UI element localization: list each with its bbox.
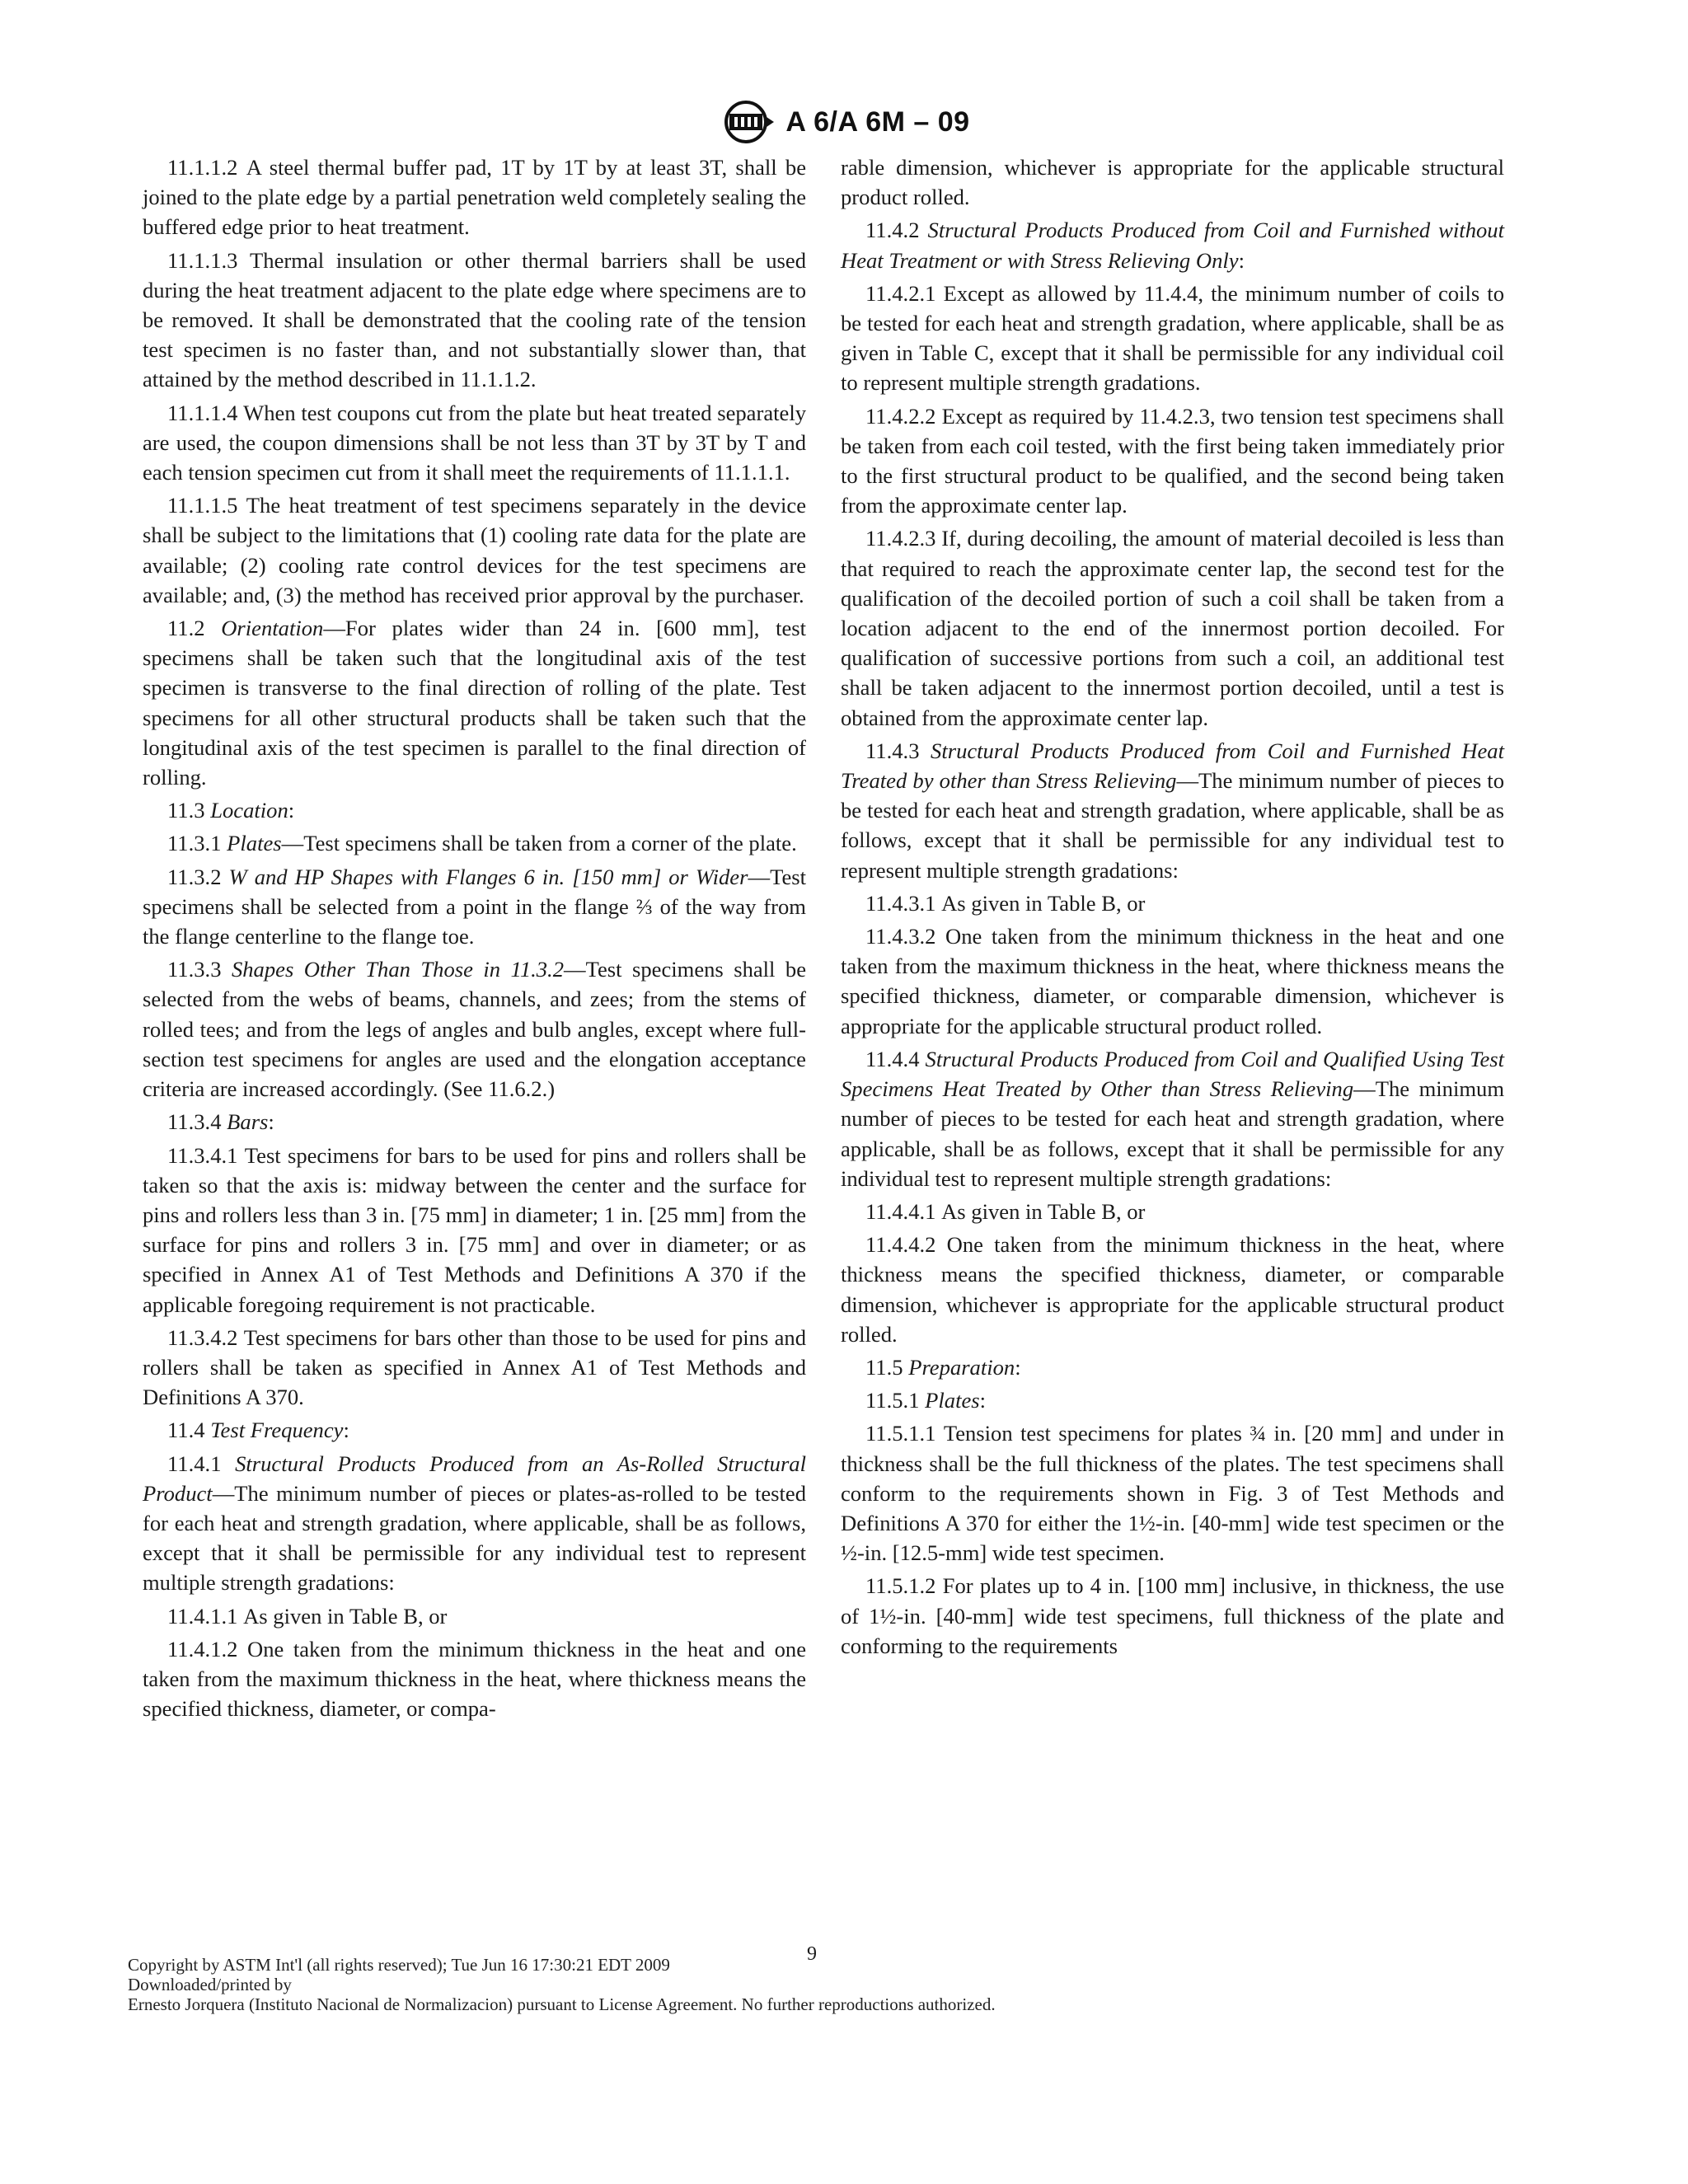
section-text: One taken from the minimum thickness in the heat and one taken from the maximum thickness in the heat, where thickness means the specified thickness, diameter, or compa- [143, 1636, 807, 1722]
section-title: W and HP Shapes with Flanges 6 in. [150 mm] or Wider [228, 864, 748, 889]
section-number: 11.5.1.2 [865, 1573, 943, 1599]
paragraph [143, 1601, 806, 1631]
section-title: Structural Products Produced from an As-Rolled Structural Product [143, 1451, 806, 1506]
section-number: 11.4.1.2 [167, 1636, 247, 1661]
section-number: 11.1.1.4 [167, 400, 244, 425]
section-text: : [343, 1418, 349, 1443]
paragraph [841, 279, 1504, 398]
section-number: 11.4 [167, 1418, 211, 1443]
section-number: 11.3.4.1 [167, 1142, 245, 1168]
section-number: 11.4.4.1 [865, 1198, 942, 1224]
paragraph [143, 1141, 806, 1319]
section-number: 11.4.1.1 [167, 1603, 244, 1629]
section-text: : [288, 798, 295, 823]
section-title: Shapes Other Than Those in 11.3.2 [231, 957, 565, 982]
paragraph [841, 736, 1504, 885]
section-title: Plates [925, 1388, 980, 1413]
footer-downloaded-line: Downloaded/printed by [128, 1975, 292, 1994]
section-text: As given in Table B, or [941, 890, 1146, 916]
section-text: —The minimum number of pieces or plates-as-rolled to be tested for each heat and strength gradation, where applicable, shall be as follows, except that it shall be permissible for any individual test to represent multiple strength gradations: [143, 1480, 806, 1596]
section-text: : [1015, 1354, 1021, 1380]
paragraph [143, 1449, 806, 1598]
section-number: 11.4.3.2 [865, 924, 945, 949]
section-text: —For plates wider than 24 in. [600 mm], test specimens shall be taken such that the longitudinal axis of the test specimen is transverse to the final direction of rolling of the plate. Test specimens for all other structural products shall be taken such that the longitudinal axis of the test specimen is parallel to the final direction of rolling. [143, 616, 806, 790]
paragraph [143, 398, 806, 488]
section-number: 11.4.2.2 [865, 403, 942, 429]
paragraph [143, 954, 806, 1104]
paragraph [143, 1415, 806, 1445]
section-text: Thermal insulation or other thermal barriers shall be used during the heat treatment adjacent to the plate edge where specimens are to be removed. It shall be demonstrated that the cooling rate of the tension test specimen is no faster than, and not substantially slower than, that attained by the method described in 11.1.1.2. [143, 247, 806, 392]
paragraph [143, 862, 806, 952]
section-text: —Test specimens shall be selected from a point in the flange ⅔ of the way from the flange centerline to the flange toe. [143, 864, 806, 949]
paragraph [841, 1197, 1504, 1226]
section-text: Except as required by 11.4.2.3, two tension test specimens shall be taken from each coil tested, with the first being taken immediately prior to the first structural product to be qualified, and the second being taken from the approximate center lap. [841, 403, 1504, 518]
paragraph [143, 1323, 806, 1413]
section-number: 11.4.4 [865, 1046, 926, 1071]
standard-designation: A 6/A 6M – 09 [785, 105, 970, 138]
paragraph [841, 1230, 1504, 1349]
paragraph [143, 795, 806, 825]
paragraph [143, 1634, 806, 1724]
section-number: 11.4.2.3 [865, 526, 942, 551]
section-number: 11.4.3.1 [865, 890, 942, 916]
section-number: 11.3.4.2 [167, 1324, 244, 1350]
section-text: Tension test specimens for plates ¾ in. [20 mm] and under in thickness shall be the full thickness of the plates. The test specimens shall conform to the requirements shown in Fig. 3 of Test Methods and Definitions A 370 for either the 1½-in. [40-mm] wide test specimen or the ½-in. [12.5-mm] wide test specimen. [841, 1421, 1504, 1566]
copyright-footer [128, 1955, 1364, 2014]
section-title: Structural Products Produced from Coil and Furnished Heat Treated by other than Stress Relieving [841, 738, 1504, 794]
paragraph [143, 828, 806, 858]
section-text: One taken from the minimum thickness in the heat, where thickness means the specified thickness, diameter, or comparable dimension, whichever is appropriate for the applicable structural product rolled. [841, 1232, 1505, 1347]
paragraph [143, 152, 806, 242]
paragraph [841, 523, 1504, 732]
paragraph [143, 1107, 806, 1137]
section-text: As given in Table B, or [941, 1198, 1146, 1224]
section-number: 11.3.3 [167, 957, 232, 982]
section-text: —The minimum number of pieces to be tested for each heat and strength gradation, where applicable, shall be as follows, except that it shall be permissible for any individual test to represent multiple strength gradations: [841, 768, 1504, 883]
section-number: 11.4.2 [865, 218, 928, 243]
section-number: 11.1.1.5 [167, 493, 246, 518]
section-text: Test specimens for bars to be used for pins and rollers shall be taken so that the axis is: midway between the center and the surface for pins and rollers less than 3 in. [75 mm] in diameter; 1 in. [25 mm] from the surface for pins and rollers 3 in. [75 mm] and over in diameter; or as specified in Annex A1 of Test Methods and Definitions A 370 if the applicable foregoing requirement is not practicable. [143, 1142, 806, 1317]
paragraph [143, 490, 806, 610]
paragraph [841, 215, 1504, 274]
astm-logo-icon [718, 97, 777, 147]
section-text: One taken from the minimum thickness in the heat and one taken from the maximum thickness in the heat, where thickness means the specified thickness, diameter, or comparable dimension, whichever is appropriate for the applicable structural product rolled. [841, 924, 1505, 1038]
section-text: If, during decoiling, the amount of material decoiled is less than that required to reach the approximate center lap, the second test for the qualification of the decoiled portion of such a coil shall be taken from a location adjacent to the end of the innermost portion decoiled. For qualification of successive portions from such a coil, an additional test shall be taken adjacent to the innermost portion decoiled, until a test is obtained from the approximate center lap. [841, 526, 1504, 730]
paragraph [841, 888, 1504, 918]
section-text: : [268, 1109, 274, 1135]
section-text: —Test specimens shall be selected from the webs of beams, channels, and zees; from the stems of rolled tees; and from the legs of angles and bulb angles, except where full-section test specimens for angles are used and the elongation acceptance criteria are increased accordingly. (See 11.6.2.) [143, 957, 806, 1102]
section-title: Structural Products Produced from Coil and Furnished without Heat Treatment or with Stress Relieving Only [841, 218, 1504, 273]
section-text: When test coupons cut from the plate but heat treated separately are used, the coupon dimensions shall be not less than 3T by 3T by T and each tension specimen cut from it shall meet the requirements of 11.1.1.1. [143, 400, 807, 485]
paragraph [841, 1352, 1504, 1382]
section-title: Orientation [221, 616, 324, 641]
section-title: Bars [227, 1109, 269, 1135]
paragraph [841, 1571, 1504, 1661]
section-title: Structural Products Produced from Coil and Qualified Using Test Specimens Heat Treated by Other than Stress Relieving [841, 1046, 1504, 1102]
footer-license-line: Ernesto Jorquera (Instituto Nacional de Normalizacion) pursuant to License Agreement. No further reproductions authorized. [128, 1994, 996, 2014]
section-number: 11.1.1.2 [167, 155, 246, 180]
section-text: Except as allowed by 11.4.4, the minimum number of coils to be tested for each heat and strength gradation, where applicable, shall be as given in Table C, except that it shall be permissible for any individual coil to represent multiple strength gradations. [841, 280, 1504, 396]
section-text: The heat treatment of test specimens separately in the device shall be subject to the limitations that (1) cooling rate data for the plate are available; (2) cooling rate control devices for the test specimens are available; and, (3) the method has received prior approval by the purchaser. [143, 493, 807, 607]
section-title: Location [210, 798, 288, 823]
section-number: 11.4.3 [865, 738, 931, 763]
section-text: —Test specimens shall be taken from a corner of the plate. [281, 831, 797, 856]
section-number: 11.3.4 [167, 1109, 227, 1135]
section-number: 11.2 [167, 616, 222, 641]
section-title: Test Frequency [210, 1418, 344, 1443]
section-text: For plates up to 4 in. [100 mm] inclusive, in thickness, the use of 1½-in. [40-mm] wide test specimens, full thickness of the plate and conforming to the requirements [841, 1573, 1505, 1658]
paragraph [143, 613, 806, 792]
paragraph [841, 1385, 1504, 1415]
section-number: 11.1.1.3 [167, 247, 251, 273]
section-text: : [979, 1388, 987, 1413]
paragraph [841, 152, 1504, 212]
paragraph [841, 1418, 1504, 1568]
page-header [0, 97, 1688, 147]
section-text: Test specimens for bars other than those to be used for pins and rollers shall be taken as specified in Annex A1 of Test Methods and Definitions A 370. [143, 1324, 806, 1410]
page-number: 9 [807, 1943, 817, 1965]
paragraph [841, 1044, 1504, 1193]
paragraph [841, 921, 1504, 1041]
section-text: As given in Table B, or [243, 1603, 448, 1629]
paragraph [841, 401, 1504, 521]
section-number: 11.3 [167, 798, 211, 823]
section-title: Plates [227, 831, 282, 856]
section-number: 11.3.2 [167, 864, 229, 889]
section-text: —The minimum number of pieces to be tested for each heat and strength gradation, where applicable, shall be as follows, except that it shall be permissible for any individual test to represent multiple strength gradations: [841, 1076, 1505, 1191]
section-number: 11.3.1 [167, 831, 227, 856]
section-number: 11.4.2.1 [865, 280, 944, 306]
paragraph [143, 246, 806, 395]
section-number: 11.4.4.2 [865, 1232, 947, 1258]
footer-copyright-line: Copyright by ASTM Int'l (all rights reserved); Tue Jun 16 17:30:21 EDT 2009 [128, 1955, 670, 1975]
section-title: Preparation [908, 1354, 1015, 1380]
section-number: 11.5.1.1 [865, 1421, 944, 1446]
left-column [143, 152, 806, 1723]
section-number: 11.5.1 [865, 1388, 926, 1413]
section-number: 11.5 [865, 1354, 909, 1380]
section-text: : [1238, 247, 1245, 273]
section-number: 11.4.1 [167, 1451, 236, 1476]
section-text: rable dimension, whichever is appropriate for the applicable structural product rolled. [841, 155, 1504, 210]
right-column [841, 152, 1504, 1661]
section-text: A steel thermal buffer pad, 1T by 1T by at least 3T, shall be joined to the plate edge by a partial penetration weld completely sealing the buffered edge prior to heat treatment. [143, 155, 806, 240]
